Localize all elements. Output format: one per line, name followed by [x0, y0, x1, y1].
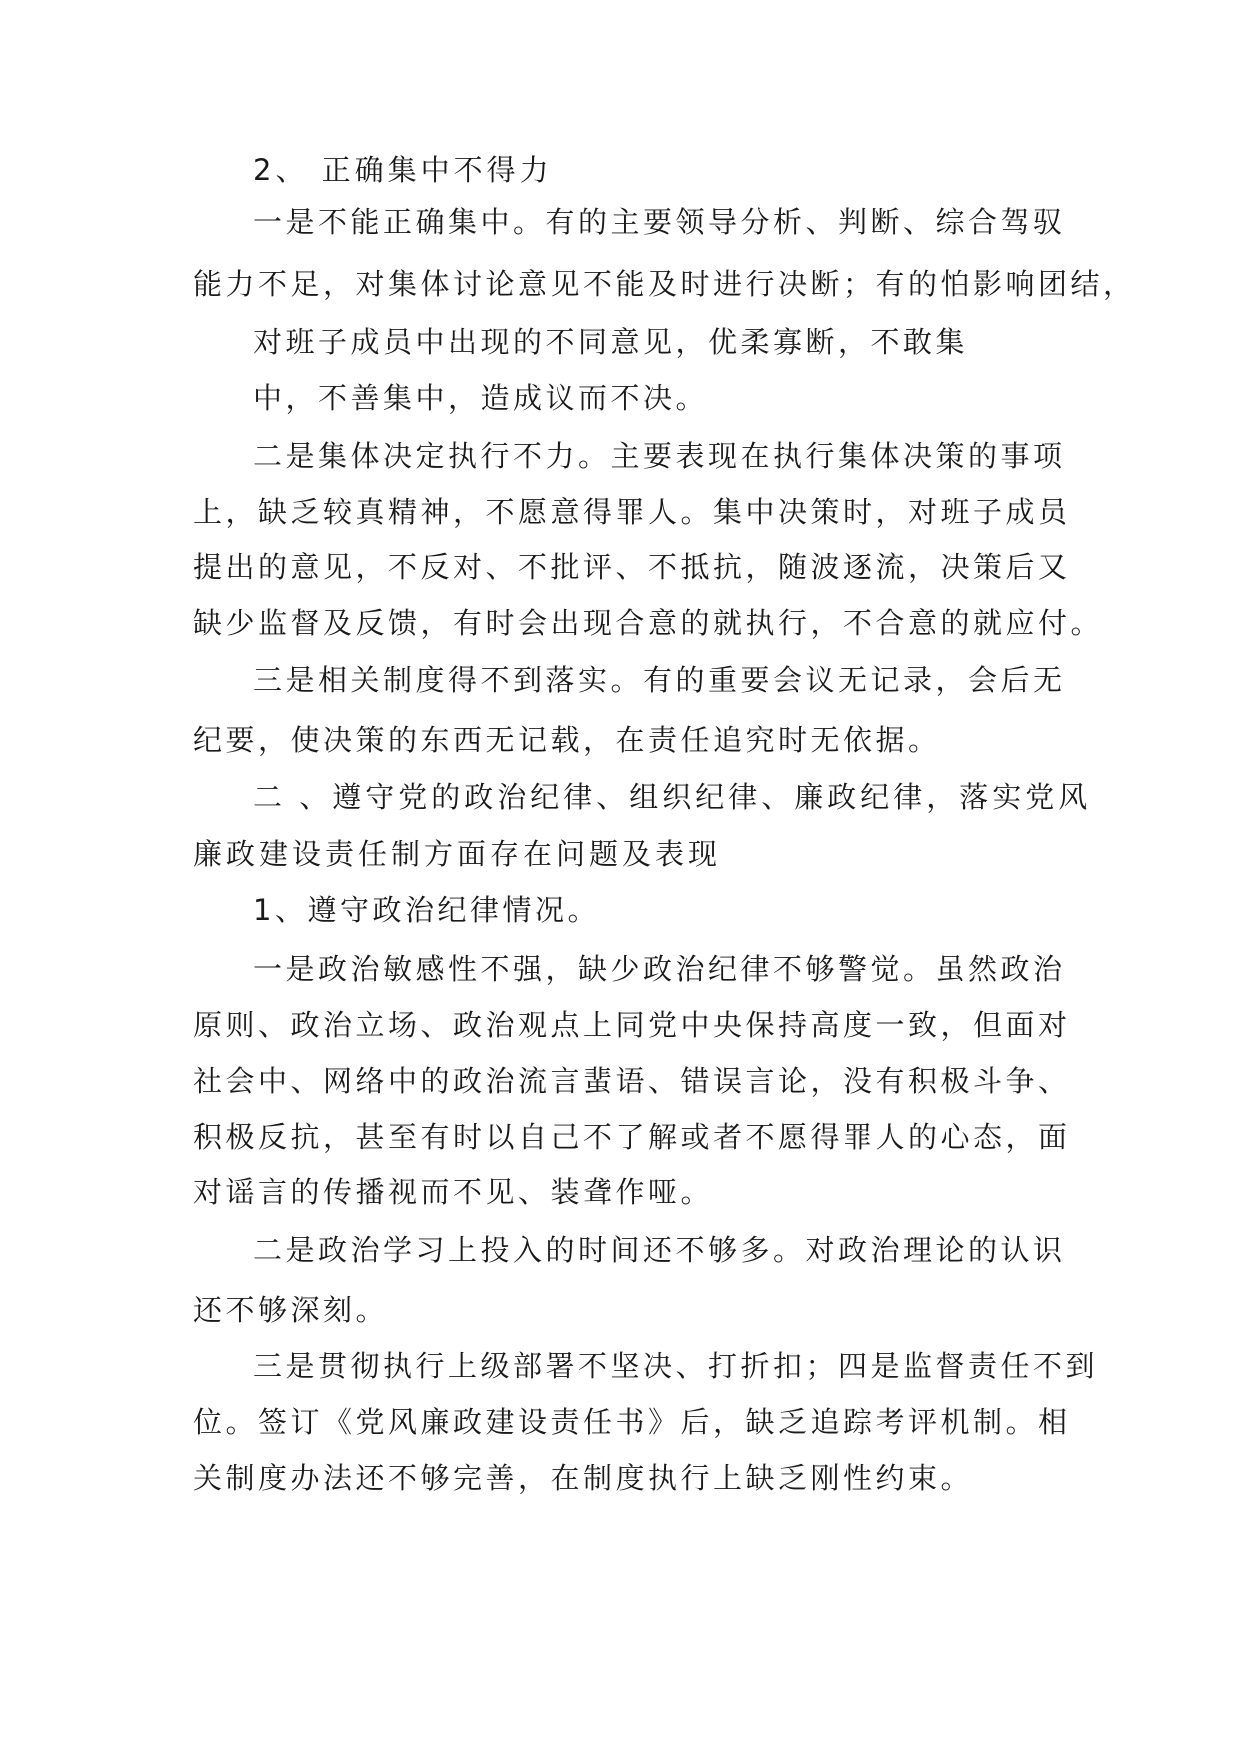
- paragraph-line: 三是相关制度得不到落实。有的重要会议无记录，会后无: [253, 663, 1066, 697]
- paragraph-line: 原则、政治立场、政治观点上同党中央保持高度一致，但面对: [193, 1008, 1071, 1042]
- section-heading: 二 、遵守党的政治纪律、组织纪律、廉政纪律，落实党风: [253, 780, 1092, 814]
- paragraph-line: 三是贯彻执行上级部署不坚决、打折扣；四是监督责任不到: [253, 1349, 1099, 1383]
- paragraph-line: 位。签订《党风廉政建设责任书》后，缺乏追踪考评机制。相: [193, 1405, 1071, 1439]
- paragraph-line: 二是政治学习上投入的时间还不够多。对政治理论的认识: [253, 1233, 1066, 1267]
- paragraph-line: 二是集体决定执行不力。主要表现在执行集体决策的事项: [253, 439, 1066, 473]
- paragraph-line: 能力不足，对集体讨论意见不能及时进行决断；有的怕影响团结，: [193, 267, 1136, 301]
- paragraph-line: 关制度办法还不够完善，在制度执行上缺乏刚性约束。: [193, 1461, 974, 1495]
- paragraph-line: 提出的意见，不反对、不批评、不抵抗，随波逐流，决策后又: [193, 550, 1071, 584]
- paragraph-line: 中，不善集中，造成议而不决。: [253, 381, 709, 415]
- section-heading: 廉政建设责任制方面存在问题及表现: [193, 837, 722, 871]
- paragraph-line: 纪要，使决策的东西无记载，在责任追究时无依据。: [193, 723, 941, 757]
- paragraph-line: 对谣言的传播视而不见、装聋作哑。: [193, 1175, 714, 1209]
- paragraph-line: 还不够深刻。: [193, 1293, 389, 1327]
- paragraph-line: 对班子成员中出现的不同意见，优柔寡断，不敢集: [253, 325, 969, 359]
- paragraph-line: 缺少监督及反馈，有时会出现合意的就执行，不合意的就应付。: [193, 606, 1104, 640]
- subsection-heading: 1、遵守政治纪律情况。: [253, 893, 600, 927]
- paragraph-line: 上，缺乏较真精神，不愿意得罪人。集中决策时，对班子成员: [193, 495, 1071, 529]
- paragraph-line: 一是政治敏感性不强，缺少政治纪律不够警觉。虽然政治: [253, 952, 1066, 986]
- paragraph-line: 一是不能正确集中。有的主要领导分析、判断、综合驾驭: [253, 205, 1066, 239]
- paragraph-line: 积极反抗，甚至有时以自己不了解或者不愿得罪人的心态，面: [193, 1120, 1071, 1154]
- section-heading: 2、 正确集中不得力: [253, 153, 553, 187]
- paragraph-line: 社会中、网络中的政治流言蜚语、错误言论，没有积极斗争、: [193, 1064, 1071, 1098]
